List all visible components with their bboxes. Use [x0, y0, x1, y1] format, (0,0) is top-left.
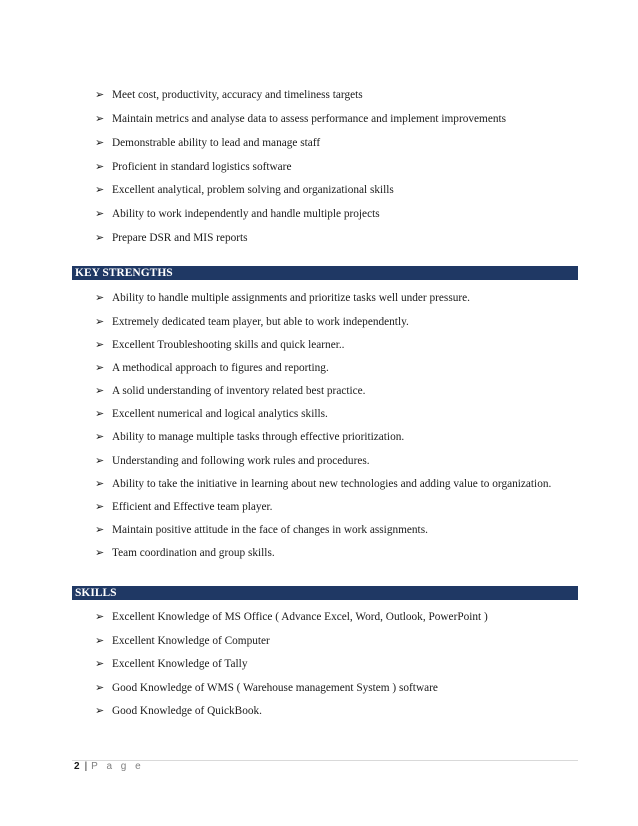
list-item: ➢ Excellent numerical and logical analytics skills.	[95, 407, 328, 420]
arrow-bullet-icon: ➢	[95, 88, 105, 101]
page-label: P a g e	[91, 761, 144, 772]
list-item: ➢ A solid understanding of inventory related best practice.	[95, 384, 366, 397]
list-item: ➢ Understanding and following work rules and procedures.	[95, 454, 370, 467]
arrow-bullet-icon: ➢	[95, 454, 105, 467]
skills-heading: SKILLS	[72, 586, 578, 600]
arrow-bullet-icon: ➢	[95, 291, 105, 304]
list-item: ➢ Good Knowledge of WMS ( Warehouse management System ) software	[95, 681, 438, 694]
arrow-bullet-icon: ➢	[95, 546, 105, 559]
list-item: ➢ Ability to manage multiple tasks through effective prioritization.	[95, 430, 405, 443]
arrow-bullet-icon: ➢	[95, 231, 105, 244]
list-item: ➢ Extremely dedicated team player, but able to work independently.	[95, 315, 409, 328]
arrow-bullet-icon: ➢	[95, 361, 105, 374]
list-item: ➢ Maintain positive attitude in the face of changes in work assignments.	[95, 523, 428, 536]
page-footer	[74, 761, 144, 773]
list-item: ➢ Proficient in standard logistics software	[95, 160, 292, 173]
list-item: ➢ Efficient and Effective team player.	[95, 500, 273, 513]
arrow-bullet-icon: ➢	[95, 136, 105, 149]
arrow-bullet-icon: ➢	[95, 315, 105, 328]
arrow-bullet-icon: ➢	[95, 338, 105, 351]
arrow-bullet-icon: ➢	[95, 407, 105, 420]
arrow-bullet-icon: ➢	[95, 610, 105, 623]
arrow-bullet-icon: ➢	[95, 430, 105, 443]
arrow-bullet-icon: ➢	[95, 681, 105, 694]
list-item: ➢ Maintain metrics and analyse data to assess performance and implement improvements	[95, 112, 507, 125]
arrow-bullet-icon: ➢	[95, 500, 105, 513]
footer-divider	[72, 760, 578, 761]
arrow-bullet-icon: ➢	[95, 704, 105, 717]
page-number: 2	[74, 761, 80, 772]
arrow-bullet-icon: ➢	[95, 112, 105, 125]
arrow-bullet-icon: ➢	[95, 477, 105, 490]
arrow-bullet-icon: ➢	[95, 160, 105, 173]
list-item: ➢ Team coordination and group skills.	[95, 546, 275, 559]
arrow-bullet-icon: ➢	[95, 183, 105, 196]
list-item: ➢ Prepare DSR and MIS reports	[95, 231, 248, 244]
list-item: ➢ Ability to take the initiative in learning about new technologies and adding value to organization.	[95, 477, 552, 490]
list-item: ➢ Good Knowledge of QuickBook.	[95, 704, 262, 717]
skills-list	[95, 610, 488, 718]
list-item: ➢ Excellent Knowledge of Tally	[95, 657, 248, 670]
arrow-bullet-icon: ➢	[95, 384, 105, 397]
list-item: ➢ Ability to work independently and handle multiple projects	[95, 207, 380, 220]
list-item: ➢ Meet cost, productivity, accuracy and timeliness targets	[95, 88, 363, 101]
arrow-bullet-icon: ➢	[95, 634, 105, 647]
footer-separator: |	[84, 761, 88, 772]
list-item: ➢ Ability to handle multiple assignments and prioritize tasks well under pressure.	[95, 291, 470, 304]
arrow-bullet-icon: ➢	[95, 207, 105, 220]
list-item: ➢ Demonstrable ability to lead and manage staff	[95, 136, 321, 149]
arrow-bullet-icon: ➢	[95, 523, 105, 536]
list-item: ➢ Excellent Knowledge of Computer	[95, 634, 270, 647]
key-strengths-heading: KEY STRENGTHS	[72, 266, 578, 280]
list-item: ➢ Excellent Knowledge of MS Office ( Advance Excel, Word, Outlook, PowerPoint )	[95, 610, 488, 623]
list-item: ➢ Excellent Troubleshooting skills and quick learner..	[95, 338, 345, 351]
responsibilities-list	[95, 88, 506, 245]
key-strengths-list	[95, 291, 551, 560]
list-item: ➢ A methodical approach to figures and reporting.	[95, 361, 329, 374]
arrow-bullet-icon: ➢	[95, 657, 105, 670]
list-item: ➢ Excellent analytical, problem solving and organizational skills	[95, 183, 394, 196]
